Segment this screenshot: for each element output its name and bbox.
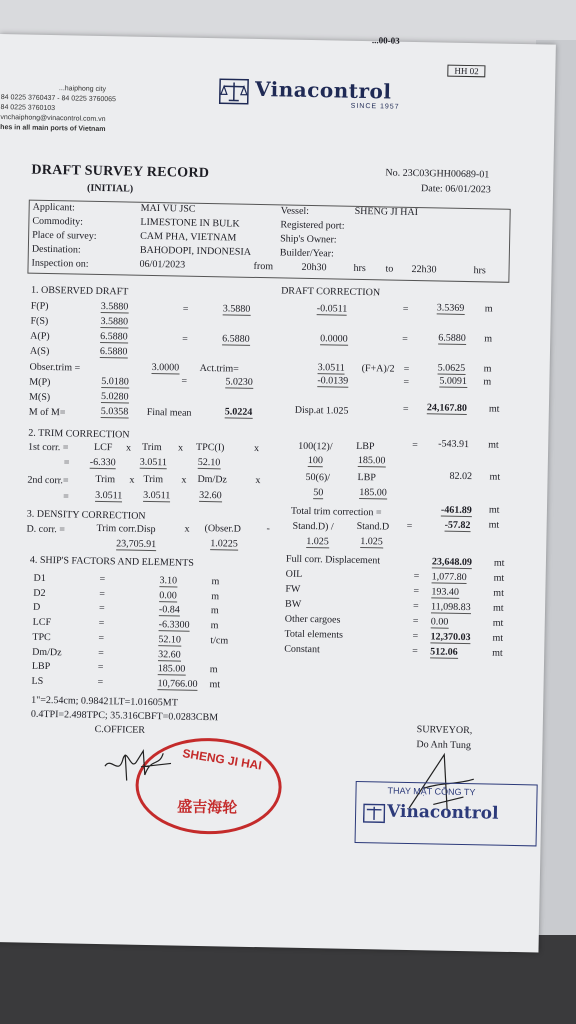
f-corr: -0.0511 (316, 303, 348, 315)
conversion-note: 0.4TPI=2.498TPC; 35.316CBFT=0.0283CBM (30, 708, 219, 724)
stamp-text: 盛吉海轮 (177, 797, 238, 817)
document-subtitle: (INITIAL) (86, 182, 134, 195)
factor-label: LBP (31, 660, 51, 673)
factor-unit: mt (209, 679, 221, 691)
ms-label: M(S) (28, 391, 51, 404)
hundred: 100 (307, 454, 323, 467)
fp-value: 3.5880 (100, 300, 129, 313)
scales-icon (219, 78, 249, 105)
equals: = (97, 662, 104, 674)
factor-value: 32.60 (158, 648, 181, 661)
contact-line: ...haiphong city (58, 85, 107, 94)
surveyor-name: Do Anh Tung (416, 739, 471, 752)
trim-header: Trim (95, 473, 116, 486)
ap-label: A(P) (30, 330, 50, 343)
builder-label: Builder/Year: (279, 247, 334, 260)
factor-value: 10,766.00 (157, 678, 198, 690)
element-unit: mt (492, 617, 504, 629)
equals: = (98, 603, 105, 615)
equals: = (99, 574, 106, 586)
times: x (184, 523, 190, 535)
first-corr-label: 1st corr. = (27, 441, 69, 454)
factor-value: 52.10 (158, 633, 182, 646)
factor-label: D (32, 602, 41, 614)
dmdz-value: 32.60 (199, 489, 222, 502)
total-trim-value: -461.89 (440, 504, 472, 517)
factor-unit: m (211, 590, 220, 602)
times: x (255, 474, 261, 487)
factor-value: -0.84 (158, 604, 180, 616)
section-title: 3. DENSITY CORRECTION (26, 508, 146, 522)
unit: m (483, 376, 492, 388)
element-unit: mt (492, 647, 503, 659)
hrs-label: hrs (353, 262, 366, 275)
equals: = (98, 632, 105, 644)
commodity-label: Commodity: (32, 215, 84, 228)
factor-label: Dm/Dz (32, 646, 62, 658)
equals: = (63, 491, 69, 503)
act-trim: 5.0230 (225, 376, 253, 388)
inspection-value: 06/01/2023 (139, 258, 186, 271)
final-mean: 5.0224 (224, 406, 253, 418)
element-label: Total elements (284, 628, 344, 641)
company-stamp-logo (363, 803, 385, 828)
officer-signature (101, 736, 182, 788)
document-page (0, 34, 556, 953)
factor-value: 3.10 (159, 575, 178, 587)
times: x (125, 442, 132, 454)
vinacontrol-logo (219, 78, 250, 110)
to-label: to (385, 263, 394, 275)
equals: = (99, 588, 106, 600)
document-number: No. 23C03GHH00689-01 (385, 167, 490, 181)
equals: = (402, 303, 409, 315)
applicant-value: MAI VU JSC (140, 202, 196, 215)
factor-label: LS (31, 675, 44, 687)
equals: = (63, 457, 70, 469)
fraction: 50(6)/ (305, 471, 331, 484)
section-title: 4. SHIP'S FACTORS AND ELEMENTS (29, 554, 194, 569)
place-value: CAM PHA, VIETNAM (140, 230, 237, 244)
from-label: from (253, 260, 274, 273)
element-value: 12,370.03 (430, 631, 471, 644)
mofm-label: M of M= (28, 406, 66, 419)
fa2-value: 3.0511 (317, 362, 345, 374)
element-unit: mt (492, 602, 504, 614)
dmdz-header: Dm/Dz (197, 473, 228, 486)
factor-unit: m (211, 576, 220, 588)
unit: mt (488, 403, 500, 415)
factor-label: LCF (32, 616, 52, 629)
element-value: 0.00 (430, 616, 449, 628)
element-label: BW (285, 598, 302, 610)
lcf-value: -6.330 (89, 456, 116, 469)
top-number: ...00-03 (371, 35, 400, 46)
hrs-label: hrs (473, 265, 486, 277)
mp-value: 5.0180 (101, 376, 129, 388)
contact-line: 84 0225 3760103 (0, 104, 56, 113)
lbp-header: LBP (356, 440, 375, 453)
standd-label: Stand.D) / (292, 520, 334, 533)
from-time: 20h30 (301, 261, 327, 274)
factor-unit: t/cm (210, 634, 229, 647)
lbp-header: LBP (357, 471, 376, 484)
factor-value: -6.3300 (158, 619, 190, 631)
destination-value: BAHODOPI, INDONESIA (139, 244, 252, 258)
as-value: 6.5880 (99, 345, 128, 358)
element-unit: mt (492, 632, 504, 644)
obser-trim: 3.0000 (151, 361, 180, 374)
f-mean: 3.5880 (222, 303, 251, 315)
owner-label: Ship's Owner: (280, 233, 337, 246)
equals: = (403, 376, 410, 388)
trimdisp-label: Trim corr.Disp (96, 522, 156, 536)
equals: = (402, 403, 409, 415)
vessel-value: SHENG JI HAI (354, 205, 419, 219)
unit: m (484, 333, 493, 345)
second-corr-label: 2nd corr.= (27, 474, 69, 487)
inspection-label: Inspection on: (31, 257, 89, 270)
dcorr-label: D. corr. = (26, 523, 66, 536)
lcf-header: LCF (93, 441, 113, 454)
lbp-value: 185.00 (359, 486, 387, 499)
trim-value: 3.0511 (139, 456, 168, 469)
fp-label: F(P) (30, 300, 49, 312)
element-unit: mt (493, 587, 505, 599)
element-label: Full corr. Displacement (285, 553, 381, 567)
element-unit: mt (493, 572, 505, 584)
times: x (177, 442, 184, 454)
total-trim-label: Total trim correction = (290, 505, 382, 519)
section-title: 1. OBSERVED DRAFT (30, 284, 129, 298)
trimdisp-value: 23,705.91 (116, 538, 157, 551)
as-label: A(S) (29, 345, 50, 358)
tpc-header: TPC(I) (195, 441, 225, 454)
registered-label: Registered port: (280, 219, 345, 232)
fs-label: F(S) (30, 315, 49, 327)
officer-label: C.OFFICER (94, 723, 146, 736)
a-corr: 0.0000 (320, 333, 348, 345)
act-trim-label: Act.trim= (199, 362, 239, 375)
document-date: Date: 06/01/2023 (421, 183, 491, 196)
trim-value: 3.0511 (95, 489, 123, 502)
brand-since: SINCE 1957 (350, 102, 400, 111)
factor-value: 0.00 (159, 589, 177, 602)
equals: = (412, 439, 418, 452)
fa2-result: 5.0625 (437, 362, 466, 374)
element-unit: mt (493, 557, 505, 569)
element-label: Constant (284, 643, 320, 656)
unit: mt (488, 504, 500, 516)
element-value: 23,648.09 (431, 556, 473, 569)
to-time: 22h30 (411, 263, 437, 276)
first-corr-result: -543.91 (438, 438, 470, 451)
factor-label: TPC (32, 631, 51, 643)
commodity-value: LIMESTONE IN BULK (140, 216, 240, 230)
brand-name: Vinacontrol (254, 76, 392, 104)
obser-trim-label: Obser.trim = (29, 361, 81, 374)
stamp-text: SHENG JI HAI (181, 746, 263, 773)
unit: mt (488, 439, 499, 451)
surveyor-label: SURVEYOR, (416, 724, 473, 737)
scales-icon (363, 803, 385, 823)
equals: = (412, 646, 418, 658)
factor-label: D1 (33, 572, 46, 584)
equals: = (181, 375, 188, 387)
element-label: FW (285, 583, 301, 595)
equals: = (413, 571, 420, 583)
obserd-label: (Obser.D (204, 523, 242, 535)
equals: = (412, 601, 419, 613)
unit: m (484, 303, 493, 315)
unit: m (483, 363, 492, 375)
equals: = (413, 586, 420, 598)
obserd-value: 1.0225 (210, 538, 238, 550)
a-mean: 6.5880 (222, 333, 250, 345)
m-result: 5.0091 (439, 375, 468, 388)
hh-code: HH 02 (447, 65, 485, 78)
standd2-label: Stand.D (356, 520, 390, 533)
stamp-brand: Vinacontrol (386, 801, 499, 824)
standd-value: 1.025 (306, 535, 329, 548)
equals: = (403, 363, 410, 375)
lbp-value: 185.00 (357, 454, 386, 467)
contact-line: vnchaiphong@vinacontrol.com.vn (0, 114, 106, 124)
ms-value: 5.0280 (100, 391, 129, 403)
conversion-note: 1"=2.54cm; 0.98421LT=1.01605MT (31, 694, 178, 709)
times: x (181, 474, 187, 486)
element-value: 11,098.83 (430, 601, 471, 614)
trim-header: Trim (143, 473, 164, 486)
equals: = (402, 333, 408, 345)
f-result: 3.5369 (436, 302, 465, 314)
equals: = (97, 676, 104, 688)
equals: = (412, 616, 419, 628)
factor-unit: m (210, 605, 219, 617)
unit: mt (489, 471, 501, 483)
equals: = (98, 618, 105, 630)
element-value: 512.06 (430, 646, 458, 658)
mp-label: M(P) (29, 376, 51, 389)
element-value: 193.40 (431, 586, 459, 598)
destination-label: Destination: (31, 243, 81, 256)
equals: = (406, 520, 413, 533)
mofm-value: 5.0358 (100, 406, 129, 418)
fifty: 50 (313, 487, 324, 499)
disp-value: 24,167.80 (426, 402, 468, 415)
factor-unit: m (209, 664, 218, 676)
disp-label: Disp.at 1.025 (294, 404, 349, 417)
density-result: -57.82 (444, 519, 471, 532)
minus: - (266, 523, 271, 535)
applicant-label: Applicant: (32, 201, 75, 214)
standd2-value: 1.025 (360, 536, 383, 548)
times: x (253, 442, 260, 455)
second-corr-result: 82.02 (449, 470, 473, 483)
element-label: Other cargoes (284, 613, 341, 626)
a-result: 6.5880 (438, 332, 466, 344)
contact-line: hes in all main ports of Vietnam (0, 124, 106, 134)
element-label: OIL (285, 568, 303, 580)
final-label: Final mean (146, 406, 192, 419)
unit: mt (488, 519, 500, 531)
document-title: DRAFT SURVEY RECORD (31, 162, 210, 182)
factor-label: D2 (33, 587, 46, 599)
equals: = (182, 303, 189, 315)
times: x (129, 474, 135, 486)
fraction: 100(12)/ (298, 440, 333, 453)
fa2-label: (F+A)/2 (361, 363, 395, 375)
equals: = (412, 631, 419, 643)
section-title: DRAFT CORRECTION (281, 285, 381, 299)
equals: = (98, 647, 104, 659)
fs-value: 3.5880 (100, 315, 129, 328)
tpc-value: 52.10 (197, 456, 221, 469)
stamp-caption: THAY MẶT CÔNG TY (387, 785, 476, 798)
contact-line: 84 0225 3760437 - 84 0225 3760065 (0, 94, 117, 104)
vessel-label: Vessel: (280, 205, 310, 217)
equals: = (182, 333, 188, 345)
trim-header: Trim (141, 441, 162, 454)
m-corr: -0.0139 (317, 375, 349, 387)
element-value: 1,077.80 (431, 571, 467, 584)
section-title: 2. TRIM CORRECTION (28, 427, 130, 441)
trim-value: 3.0511 (143, 489, 171, 502)
factor-unit: m (210, 620, 219, 632)
place-label: Place of survey: (32, 229, 97, 242)
ap-value: 6.5880 (100, 330, 128, 343)
factor-value: 185.00 (157, 663, 186, 675)
